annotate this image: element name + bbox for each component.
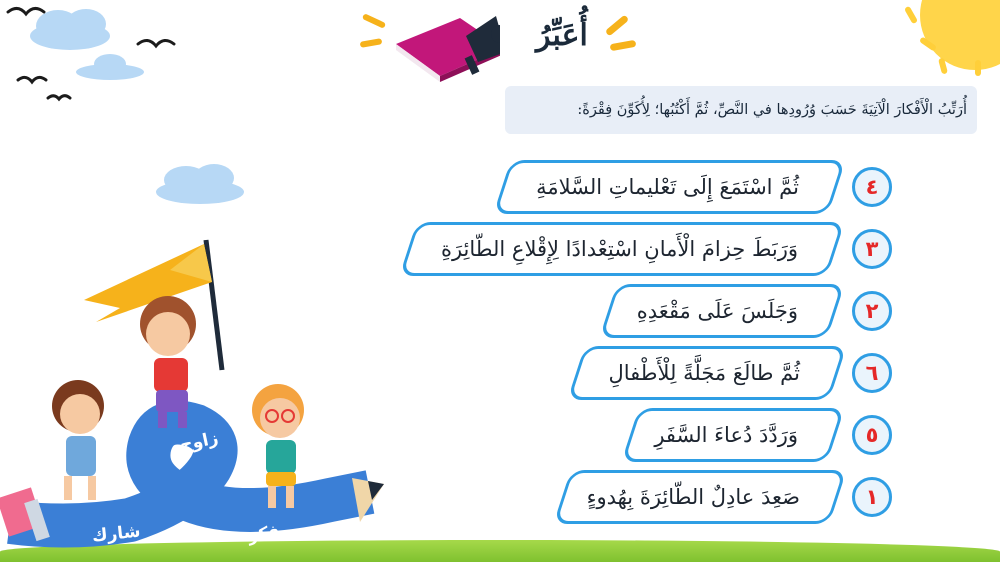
pencil-label-think: فكر	[246, 521, 282, 547]
sun-ray	[904, 6, 918, 25]
sentence-text: صَعِدَ عادِلٌ الطّائِرَةَ بِهُدوءٍ	[586, 485, 800, 509]
page-title: أُعَبِّرُ	[536, 18, 588, 53]
sentence-row[interactable]	[0, 160, 1000, 214]
instruction-box	[505, 86, 977, 134]
sentence-text: ثُمَّ طالَعَ مَجَلَّةً لِلْأَطْفالِ	[608, 361, 800, 385]
order-number: ٢	[852, 291, 892, 331]
order-number: ٣	[852, 229, 892, 269]
sun-ray	[975, 60, 981, 76]
title-accent	[610, 40, 637, 51]
instruction-text: أُرَتِّبُ الْأَفْكارَ الْآتِيَةَ حَسَبَ وُرُودِها في النَّصِّ، ثُمَّ أَكْتُبُها؛ لِأُكَوِّنَ فِقْرَةً:	[577, 102, 967, 118]
order-number: ٦	[852, 353, 892, 393]
sun-decoration	[920, 0, 1000, 70]
pencil-label-pair: زاوج	[178, 428, 221, 456]
sentence-text: وَجَلَسَ عَلَى مَقْعَدِهِ	[636, 299, 798, 323]
sentence-text: وَرَبَطَ حِزامَ الْأَمانِ اسْتِعْدادًا لِإِقْلاعِ الطّائِرَةِ	[440, 237, 798, 261]
pencil-label-share: شارك	[91, 521, 142, 547]
order-number: ١	[852, 477, 892, 517]
sentence-text: ثُمَّ اسْتَمَعَ إِلَى تَعْليماتِ السَّلامَةِ	[536, 175, 799, 199]
sentence-text: وَرَدَّدَ دُعاءَ السَّفَرِ	[654, 423, 798, 447]
order-number: ٤	[852, 167, 892, 207]
kids-pencil-illustration	[0, 230, 400, 562]
order-number: ٥	[852, 415, 892, 455]
title-accent	[605, 14, 629, 36]
